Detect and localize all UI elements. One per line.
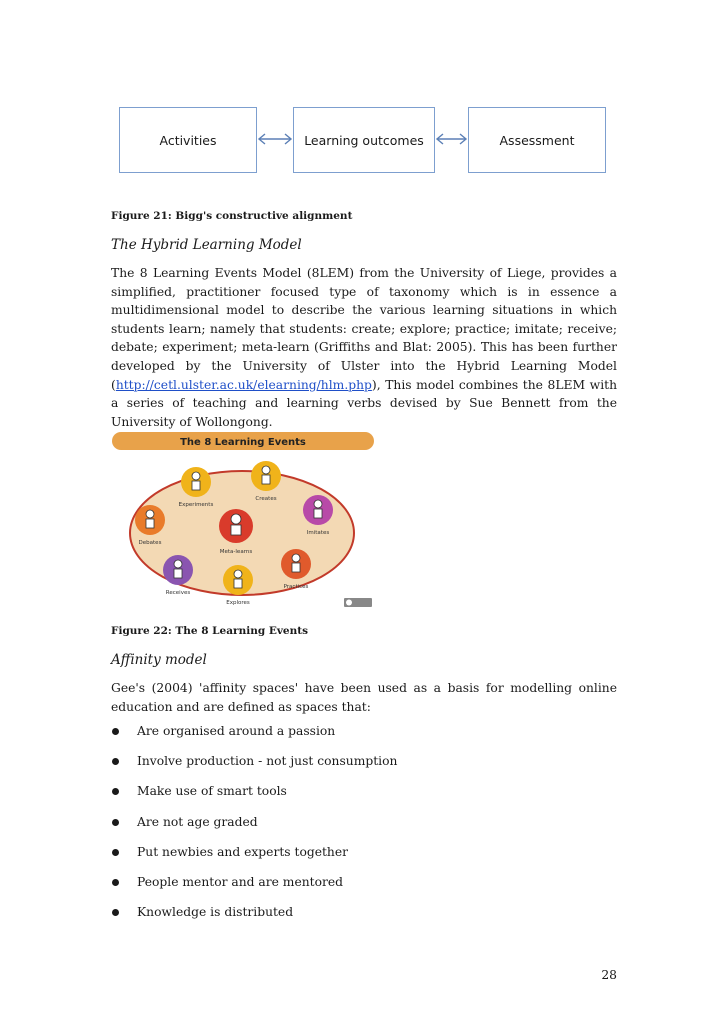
page-number: 28 [601,968,617,982]
bullet-icon [112,849,119,856]
assessment-label: Assessment [499,132,575,148]
list-item-text: Put newbies and experts together [137,844,349,859]
double-arrow-icon [257,131,293,147]
activities-label: Activities [159,132,217,148]
eight-learning-events-figure [110,430,376,610]
list-item [111,782,397,812]
bullet-icon [112,879,119,886]
list-item [111,813,397,843]
learning-events-illustration [110,430,376,610]
hybrid-model-paragraph [111,264,617,431]
hlm-link[interactable]: http://cetl.ulster.ac.uk/elearning/hlm.php [115,377,372,392]
event-label-imitates: Imitates [306,530,330,536]
affinity-paragraph: Gee's (2004) 'affinity spaces' have been used as a basis for modelling online education and are defined as spaces that: [111,681,617,714]
assessment-box [468,107,606,173]
list-item [111,873,397,903]
bullet-icon [112,758,119,765]
event-label-receives: Receives [165,590,191,596]
bullet-icon [112,788,119,795]
hybrid-learning-model-heading: The Hybrid Learning Model [111,237,302,253]
list-item [111,843,397,873]
bullet-icon [112,819,119,826]
list-item-text: Knowledge is distributed [137,905,294,920]
list-item [111,722,397,752]
list-item-text: Make use of smart tools [137,784,287,799]
event-label-meta-learns: Meta-learns [219,549,253,555]
learning-outcomes-label: Learning outcomes [304,132,424,148]
figure-21-caption: Figure 21: Bigg's constructive alignment [111,210,353,222]
list-item [111,903,397,933]
paragraph-text: ), This model combines the 8LEM with a series of teaching and learning verbs devised by Sue Bennett from the University of Wollongong. [111,377,617,429]
affinity-model-heading: Affinity model [111,652,207,668]
learning-outcomes-box [293,107,435,173]
event-label-experiments: Experiments [178,502,214,508]
banner-title: The 8 Learning Events [180,437,306,448]
bullet-icon [112,909,119,916]
activities-box [119,107,257,173]
event-label-explores: Explores [226,600,250,606]
list-item [111,752,397,782]
bullet-icon [112,728,119,735]
event-label-creates: Creates [255,496,277,502]
list-item-text: Are not age graded [137,814,258,829]
list-item-text: Involve production - not just consumption [137,754,398,769]
paragraph-text: The 8 Learning Events Model (8LEM) from the University of Liege, provides a simplified, practitioner focused type of taxonomy which is in essence a multidimensional model to describe the various learning situations in which students learn; namely that students: create; explore; practice; imitate; receive; debate; experiment; meta-learn (Griffiths and Blat: 2005). This has been further developed by the University of Ulster into the Hybrid Learning Model ( [111,266,617,392]
event-label-practices: Practices [283,584,309,590]
figure-22-caption: Figure 22: The 8 Learning Events [111,625,309,637]
event-label-debates: Debates [138,540,162,546]
double-arrow-icon [435,131,468,147]
list-item-text: People mentor and are mentored [137,874,344,889]
list-item-text: Are organised around a passion [137,724,336,738]
affinity-spaces-list [111,722,397,933]
